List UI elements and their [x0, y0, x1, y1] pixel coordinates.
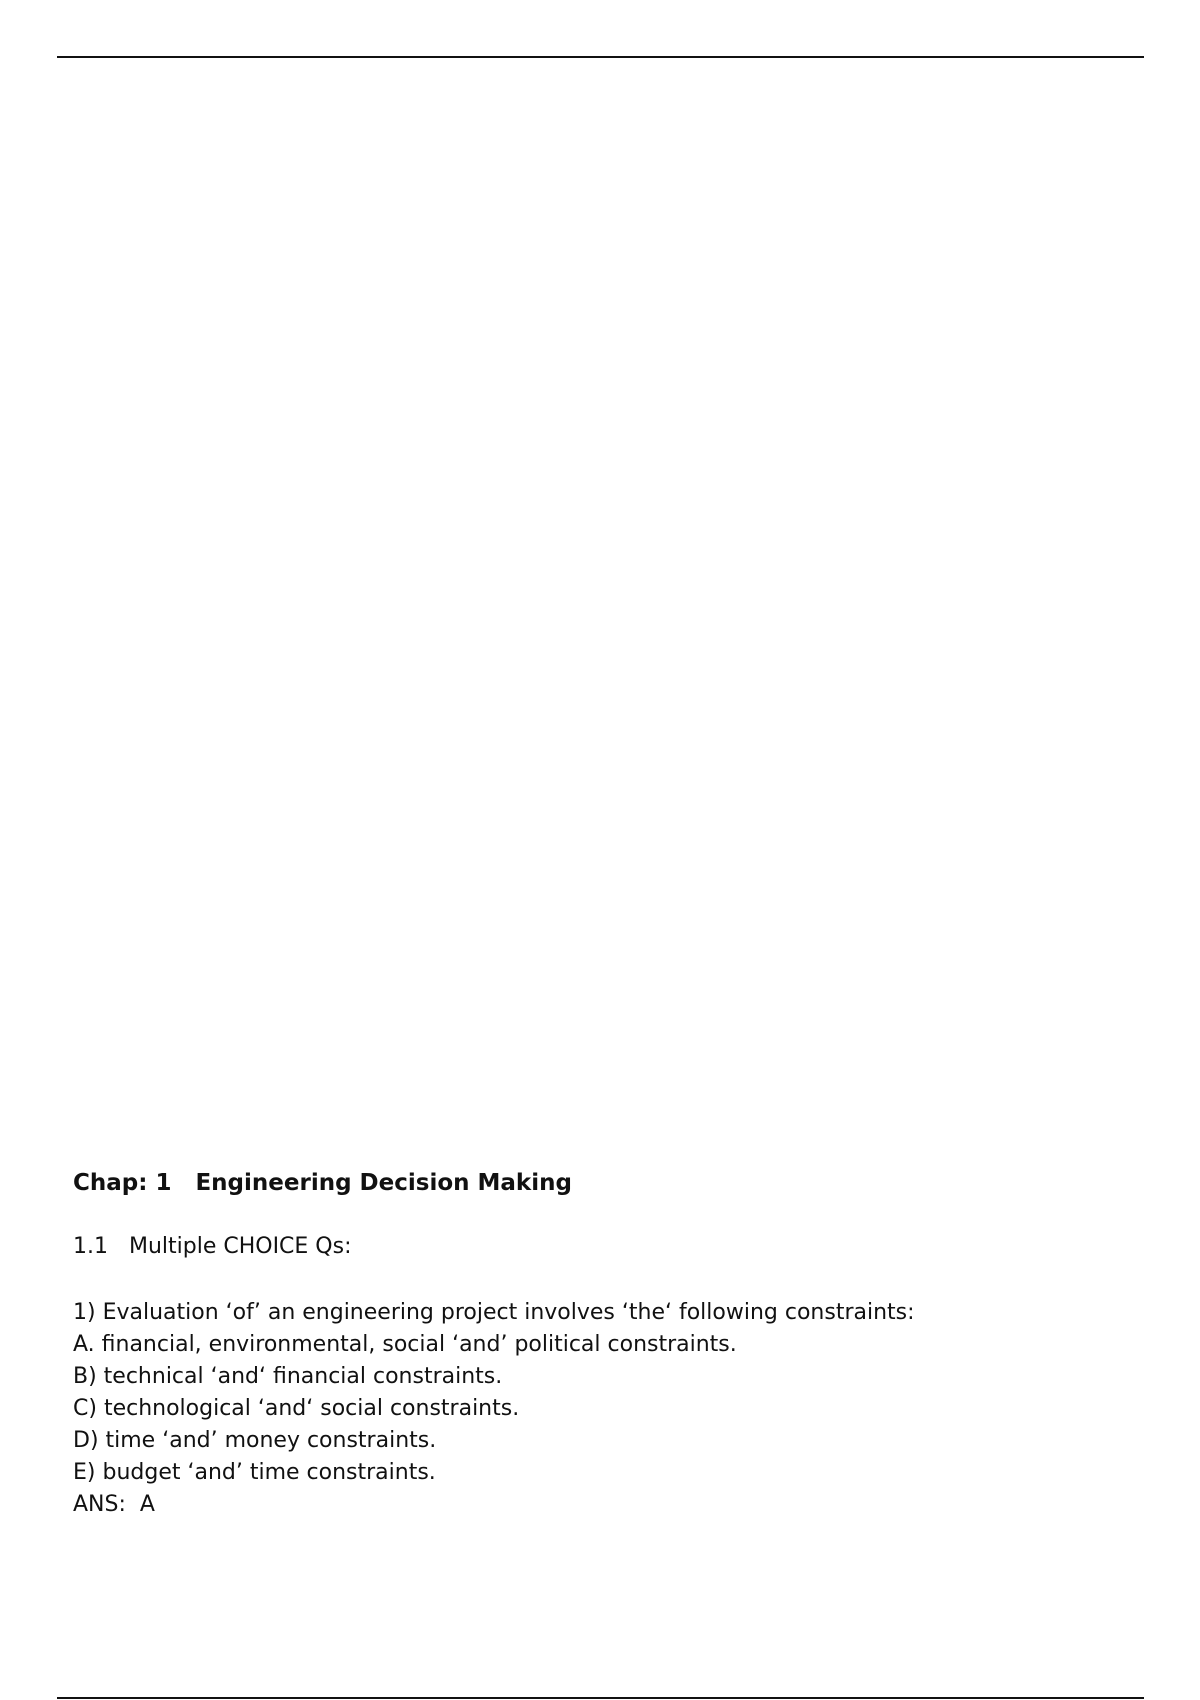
question-block — [73, 1297, 1133, 1521]
document-body — [73, 1168, 1133, 1521]
footer-rule — [57, 1697, 1144, 1699]
option-b: B) technical ‘and‘ financial constraints. — [73, 1364, 503, 1389]
option-a: A. financial, environmental, social ‘and’ political constraints. — [73, 1332, 737, 1357]
header-rule — [57, 56, 1144, 58]
option-d: D) time ‘and’ money constraints. — [73, 1428, 437, 1453]
option-c: C) technological ‘and‘ social constraints. — [73, 1396, 520, 1421]
question-stem: 1) Evaluation ‘of’ an engineering project involves ‘the‘ following constraints: — [73, 1300, 915, 1325]
answer-line: ANS: A — [73, 1492, 155, 1517]
chapter-heading: Chap: 1 Engineering Decision Making — [73, 1170, 572, 1196]
section-heading: 1.1 Multiple CHOICE Qs: — [73, 1234, 352, 1259]
option-e: E) budget ‘and’ time constraints. — [73, 1460, 436, 1485]
